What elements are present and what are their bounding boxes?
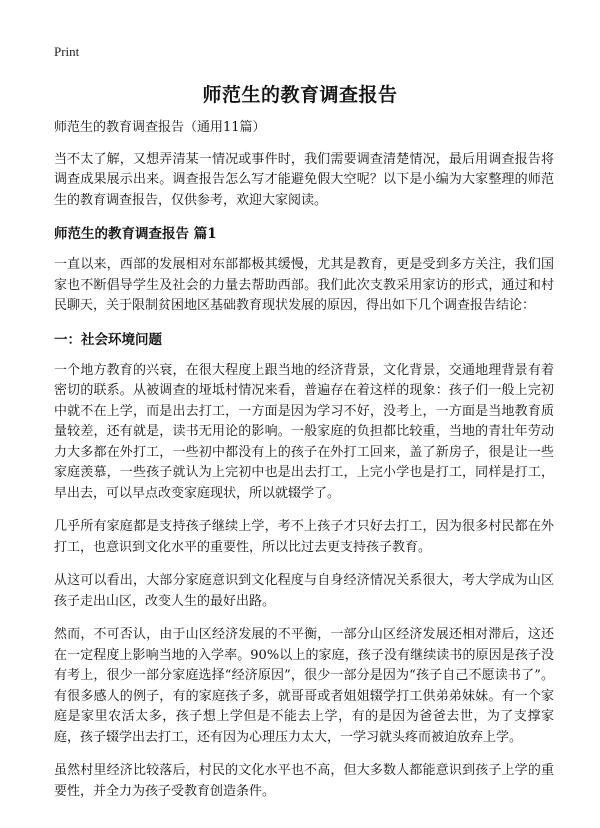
document-title: 师范生的教育调查报告 — [202, 84, 398, 106]
print-label[interactable]: Print — [54, 44, 80, 59]
document-body — [54, 118, 554, 815]
paragraph-6: 虽然村里经济比较落后，村民的文化水平也不高，但大多数人都能意识到孩子上学的重要性，并全力为孩子受教育创造条件。 — [54, 763, 554, 799]
paragraph-3: 几乎所有家庭都是支持孩子继续上学，考不上孩子才只好去打工，因为很多村民都在外打工，也意识到文化水平的重要性，所以比过去更支持孩子教育。 — [54, 519, 554, 555]
article-heading: 师范生的教育调查报告 篇1 — [54, 226, 217, 242]
paragraph-5: 然而，不可否认，由于山区经济发展的不平衡，一部分山区经济发展还相对滞后，这还在一定程度上影响当地的入学率。90%以上的家庭，孩子没有继续读书的原因是孩子没有考上，很少一部分家庭选择“经济原因”，很少一部分是因为“孩子自己不愿读书了”。有很多感人的例子，有的家庭孩子多，就哥哥或者姐姐辍学打工供弟弟妹妹。有一个家庭是家里农活太多，孩子想上学但是不能去上学，有的是因为爸爸去世，为了支撑家庭，孩子辍学出去打工，还有因为心理压力太大，一学习就头疼而被迫放弃上学。 — [54, 627, 554, 745]
paragraph-2: 一个地方教育的兴衰，在很大程度上跟当地的经济背景，文化背景，交通地理背景有着密切的联系。从被调查的垭坻村情况来看，普遍存在着这样的现象：孩子们一般上完初中就不在上学，而是出去打工，一方面是因为学习不好，没考上，一方面是当地教育质量较差，还有就是，读书无用论的影响。一般家庭的负担都比较重，当地的青壮年劳动力大多都在外打工，一些初中都没有上的孩子在外打工回来，盖了新房子，很是让一些家庭羡慕，一些孩子就认为上完初中也是出去打工，上完小学也是打工，同样是打工，早出去，可以早点改变家庭现状，所以就辍学了。 — [54, 362, 554, 501]
intro-paragraph: 当不太了解，又想弄清某一情况或事件时，我们需要调查清楚情况，最后用调查报告将调查成果展示出来。调查报告怎么写才能避免假大空呢？以下是小编为大家整理的师范生的教育调查报告，仅供参考，欢迎大家阅读。 — [54, 151, 554, 208]
paragraph-1: 一直以来，西部的发展相对东部都极其缓慢，尤其是教育，更是受到多方关注，我们国家也不断倡导学生及社会的力量去帮助西部。我们此次支教采用家访的形式，通过和村民聊天，关于限制贫困地区基础教育现状发展的原因，得出如下几个调查报告结论： — [54, 257, 554, 313]
document-subtitle: 师范生的教育调查报告（通用11篇） — [54, 120, 266, 135]
paragraph-4: 从这可以看出，大部分家庭意识到文化程度与自身经济情况关系很大，考大学成为山区孩子走出山区，改变人生的最好出路。 — [54, 573, 554, 609]
section-heading: 一：社会环境问题 — [54, 331, 162, 348]
